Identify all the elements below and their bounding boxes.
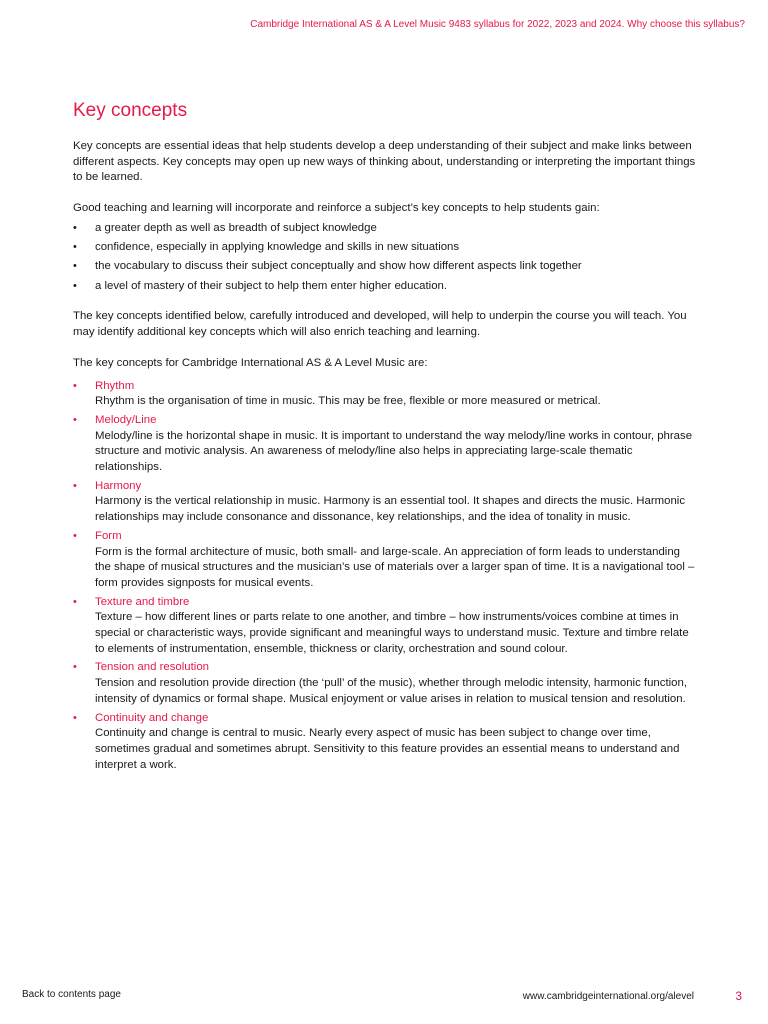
gains-list (73, 221, 698, 295)
concept-name: Continuity and change (95, 711, 209, 724)
concept-item-harmony (73, 479, 698, 526)
after-list-paragraph: The key concepts identified below, carefully introduced and developed, will help to underpin the course you will teach. You may identify additional key concepts which will also enrich teaching and learning. (73, 310, 687, 339)
list-item (73, 221, 698, 237)
concept-description: Melody/line is the horizontal shape in music. It is important to understand the way melody/line works in contour, phrase structure and motivic analysis. An awareness of melody/line also helps in appreciating large-scale thematic relationships. (95, 429, 693, 474)
concept-name: Harmony (95, 479, 142, 492)
main-content (73, 100, 698, 776)
intro-paragraph: Key concepts are essential ideas that help students develop a deep understanding of their subject and make links between different aspects. Key concepts may open up new ways of thinking about, understanding or interpreting the important things to be learned. (73, 140, 696, 184)
bullet-icon: • (73, 595, 77, 608)
concept-item-tension-and-resolution (73, 660, 698, 707)
bullet-icon: • (73, 379, 77, 392)
list-item-text: the vocabulary to discuss their subject conceptually and show how different aspects link together (95, 260, 582, 273)
list-item (73, 279, 698, 295)
list-item (73, 240, 698, 256)
list-item-text: a greater depth as well as breadth of subject knowledge (95, 221, 377, 234)
bullet-icon: • (73, 260, 77, 273)
concepts-intro-paragraph: The key concepts for Cambridge International AS & A Level Music are: (73, 356, 428, 369)
concept-item-texture-and-timbre (73, 595, 698, 658)
concept-item-form (73, 529, 698, 592)
concept-description: Rhythm is the organisation of time in music. This may be free, flexible or more measured or metrical. (95, 395, 601, 408)
concept-item-rhythm (73, 379, 698, 410)
section-title: Key concepts (73, 100, 188, 121)
concept-name: Tension and resolution (95, 661, 209, 674)
concept-name: Form (95, 529, 122, 542)
concept-description: Harmony is the vertical relationship in music. Harmony is an essential tool. It shapes and directs the music. Harmonic relationships may include consonance and dissonance, key relationships, and the idea of tonality in music. (95, 495, 686, 524)
concept-name: Melody/Line (95, 413, 157, 426)
concept-description: Form is the formal architecture of music, both small- and large-scale. An appreciation of form leads to understanding the shape of musical structures and the musician’s use of materials over a larger span of time. It is a navigational tool – form provides signposts for musical events. (95, 545, 695, 589)
running-header: Cambridge International AS & A Level Music 9483 syllabus for 2022, 2023 and 2024. Why choose this syllabus? (250, 19, 745, 30)
concept-name: Rhythm (95, 379, 135, 392)
concept-description: Tension and resolution provide direction (the ‘pull’ of the music), whether through melodic intensity, harmonic function, intensity of dynamics or formal shape. Musical enjoyment or value arises in relation to musical tension and resolution. (95, 677, 687, 705)
concept-name: Texture and timbre (95, 595, 190, 608)
concept-item-melody-line (73, 413, 698, 476)
bullet-icon: • (73, 279, 77, 292)
concept-description: Texture – how different lines or parts relate to one another, and timbre – how instruments/voices combine at times in special or characteristic ways, provide significant and meaningful ways to understand music. Texture and timbre relate to elements of instrumentation, ensemble, thickness or clarity, orchestration and sound colour. (95, 611, 689, 655)
list-item-text: confidence, especially in applying knowledge and skills in new situations (95, 241, 460, 254)
footer-url: www.cambridgeinternational.org/alevel (522, 991, 694, 1002)
concept-list (73, 379, 698, 774)
back-to-contents-link[interactable]: Back to contents page (22, 989, 121, 1000)
bullet-icon: • (73, 241, 77, 254)
bullet-icon: • (73, 479, 77, 492)
bullet-icon: • (73, 413, 77, 426)
bullet-icon: • (73, 711, 77, 724)
list-item (73, 259, 698, 275)
bullet-icon: • (73, 661, 77, 674)
lead-in-paragraph: Good teaching and learning will incorporate and reinforce a subject’s key concepts to help students gain: (73, 202, 600, 215)
bullet-icon: • (73, 221, 77, 234)
concept-item-continuity-and-change (73, 711, 698, 774)
concept-description: Continuity and change is central to music. Nearly every aspect of music has been subject to change over time, sometimes gradual and sometimes abrupt. Sensitivity to this feature provides an essential means to understand and interpret a work. (95, 727, 680, 771)
page-number: 3 (735, 989, 742, 1003)
list-item-text: a level of mastery of their subject to help them enter higher education. (95, 279, 448, 292)
bullet-icon: • (73, 529, 77, 542)
